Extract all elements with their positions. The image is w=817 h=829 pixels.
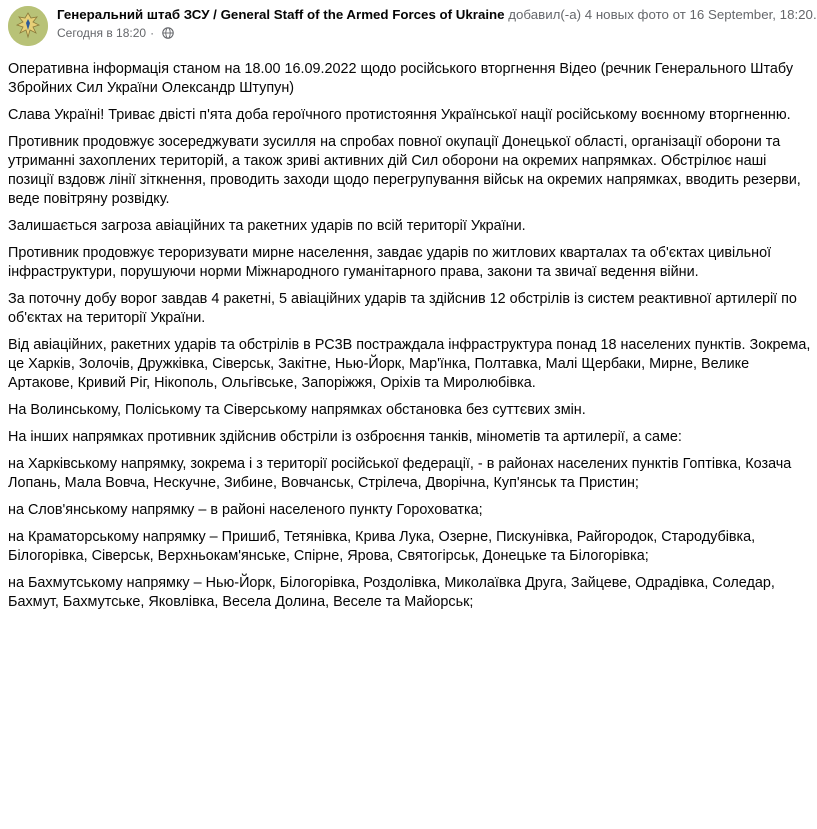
meta-separator: ·	[150, 26, 155, 40]
paragraph: На інших напрямках противник здійснив обстріли із озброєння танків, мінометів та артилерії, а саме:	[8, 429, 682, 445]
coat-of-arms-icon	[8, 6, 48, 46]
paragraph: на Слов'янському напрямку – в районі населеного пункту Гороховатка;	[8, 502, 483, 518]
post-meta	[57, 25, 174, 41]
paragraph: Залишається загроза авіаційних та ракетних ударів по всій території України.	[8, 218, 526, 234]
post-body	[8, 60, 811, 620]
post-timestamp[interactable]: Сегодня в 18:20	[57, 26, 147, 40]
paragraph: Противник продовжує тероризувати мирне населення, завдає ударів по житлових кварталах та об'єктах цивільної інфраструктури, порушуючи норми Міжнародного гуманітарного права, закони та звичаї ведення війни.	[8, 245, 772, 280]
paragraph: на Бахмутському напрямку – Нью-Йорк, Білогорівка, Роздолівка, Миколаївка Друга, Зайцеве, Одрадівка, Соледар, Бахмут, Бахмутське, Яковлівка, Весела Долина, Веселе та Майорськ;	[8, 575, 775, 610]
paragraph: Противник продовжує зосереджувати зусилля на спробах повної окупації Донецької області, організації оборони та утриманні захоплених територій, а також зриві активних дій Сил оборони на окремих напрямках. Обстрілює наші позиції вздовж лінії зіткнення, проводить заходи щодо перегрупування військ на окремих напрямках, вводить резерви, веде повітряну розвідку.	[8, 134, 801, 207]
paragraph: За поточну добу ворог завдав 4 ракетні, 5 авіаційних ударів та здійснив 12 обстрілів із систем реактивної артилерії по об'єктах на території України.	[8, 291, 797, 326]
post-header	[0, 0, 817, 58]
paragraph: Слава Україні! Триває двісті п'ята доба героїчного протистояння Української нації російському воєнному вторгненню.	[8, 107, 791, 123]
globe-icon[interactable]	[162, 27, 174, 39]
paragraph: Оперативна інформація станом на 18.00 16.09.2022 щодо російського вторгнення Відео (речник Генерального Штабу Збройних Сил України Олександр Штупун)	[8, 61, 794, 96]
avatar[interactable]	[8, 6, 48, 46]
paragraph: Від авіаційних, ракетних ударів та обстрілів в РС3В постраждала інфраструктура понад 18 населених пунктів. Зокрема, це Харків, Золочів, Дружківка, Сіверськ, Закітне, Нью-Йорк, Мар'їнка, Полтавка, Малі Щербаки, Мирне, Велике Артакове, Кривий Ріг, Нікополь, Ольгівське, Запоріжжя, Оріхів та Миролюбівка.	[8, 337, 811, 391]
paragraph: На Волинському, Поліському та Сіверському напрямках обстановка без суттєвих змін.	[8, 402, 586, 418]
post-action-text: добавил(-а) 4 новых фото от 16 September, 18:20.	[508, 7, 817, 22]
paragraph: на Харківському напрямку, зокрема і з території російської федерації, - в районах населених пунктів Гоптівка, Козача Лопань, Мала Вовча, Нескучне, Зибине, Вовчанськ, Стрілеча, Дворічна, Куп'янськ та Пристин;	[8, 456, 792, 491]
author-name[interactable]: Генеральний штаб ЗСУ / General Staff of the Armed Forces of Ukraine	[57, 7, 505, 22]
author-line	[57, 6, 817, 23]
paragraph: на Краматорському напрямку – Пришиб, Тетянівка, Крива Лука, Озерне, Пискунівка, Райгородок, Стародубівка, Білогорівка, Сіверськ, Верхньокам'янське, Спірне, Ярова, Святогірськ, Донецьке та Білогорівка;	[8, 529, 756, 564]
